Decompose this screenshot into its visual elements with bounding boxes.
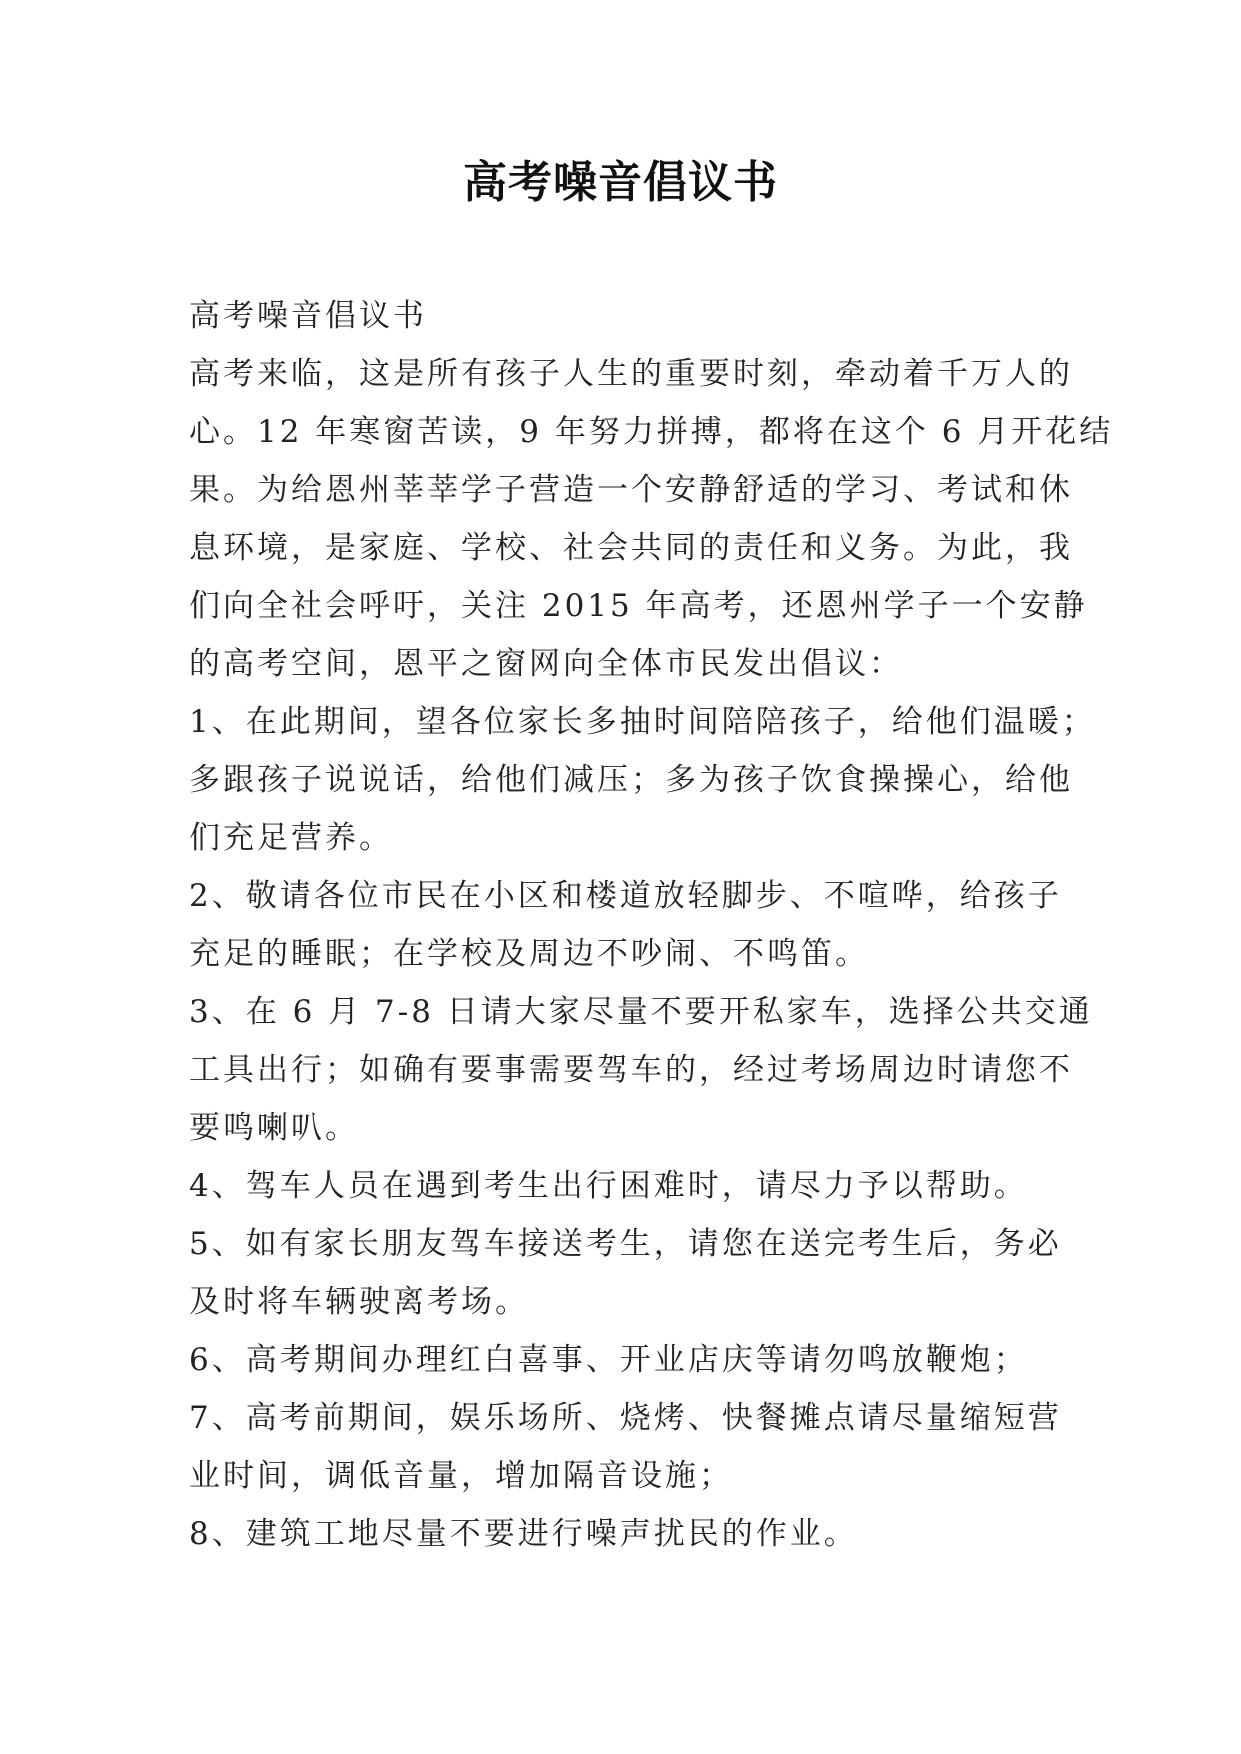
body-line: 充足的睡眠；在学校及周边不吵闹、不鸣笛。 <box>189 936 869 972</box>
body-line: 工具出行；如确有要事需要驾车的，经过考场周边时请您不 <box>189 1052 1073 1088</box>
body-line: 息环境，是家庭、学校、社会共同的责任和义务。为此，我 <box>189 530 1073 566</box>
body-line: 要鸣喇叭。 <box>189 1110 359 1146</box>
body-line: 3、在 6 月 7-8 日请大家尽量不要开私家车，选择公共交通 <box>189 994 1093 1030</box>
body-line: 1、在此期间，望各位家长多抽时间陪陪孩子，给他们温暖； <box>189 704 1096 740</box>
body-line: 果。为给恩州莘莘学子营造一个安静舒适的学习、考试和休 <box>189 472 1073 508</box>
body-line: 心。12 年寒窗苦读，9 年努力拼搏，都将在这个 6 月开花结 <box>189 414 1114 450</box>
body-line: 们充足营养。 <box>189 820 393 856</box>
body-line: 高考来临，这是所有孩子人生的重要时刻，牵动着千万人的 <box>189 356 1073 392</box>
body-line: 5、如有家长朋友驾车接送考生，请您在送完考生后，务必 <box>189 1226 1062 1262</box>
body-line: 业时间，调低音量，增加隔音设施； <box>189 1458 733 1494</box>
document-title: 高考噪音倡议书 <box>463 157 778 208</box>
body-line: 8、建筑工地尽量不要进行噪声扰民的作业。 <box>189 1516 858 1552</box>
body-line: 多跟孩子说说话，给他们减压；多为孩子饮食操操心，给他 <box>189 762 1073 798</box>
body-line: 及时将车辆驶离考场。 <box>189 1284 529 1320</box>
body-line: 4、驾车人员在遇到考生出行困难时，请尽力予以帮助。 <box>189 1168 1028 1204</box>
body-line: 2、敬请各位市民在小区和楼道放轻脚步、不喧哗，给孩子 <box>189 878 1062 914</box>
body-line: 7、高考前期间，娱乐场所、烧烤、快餐摊点请尽量缩短营 <box>189 1400 1062 1436</box>
body-line: 的高考空间，恩平之窗网向全体市民发出倡议： <box>189 646 903 682</box>
body-line: 高考噪音倡议书 <box>189 298 427 334</box>
body-line: 们向全社会呼吁，关注 2015 年高考，还恩州学子一个安静 <box>189 588 1088 624</box>
document-body <box>189 287 1114 1563</box>
body-line: 6、高考期间办理红白喜事、开业店庆等请勿鸣放鞭炮； <box>189 1342 1028 1378</box>
